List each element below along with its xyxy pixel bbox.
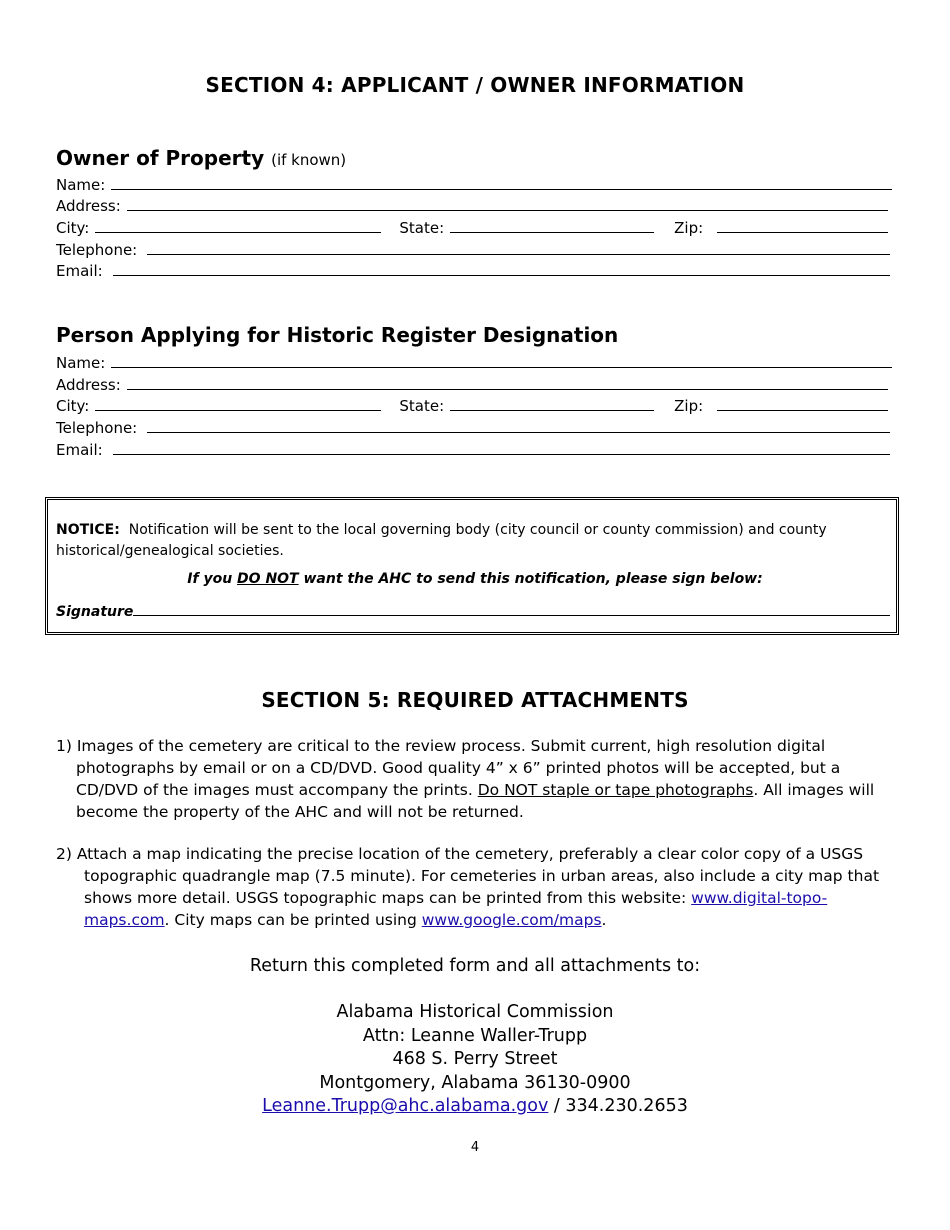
signature-label: Signature bbox=[56, 604, 134, 620]
applicant-address-row bbox=[56, 372, 888, 394]
optout-post: want the AHC to send this notification, please sign below: bbox=[298, 571, 763, 587]
owner-zip-field[interactable] bbox=[717, 232, 888, 233]
owner-address-row bbox=[56, 193, 888, 215]
notice-body: Notification will be sent to the local governing body (city council or county commission) and county historical/genealogical societies. bbox=[56, 522, 827, 559]
applicant-city-field[interactable] bbox=[95, 410, 381, 411]
applicant-email-label: Email: bbox=[56, 441, 103, 459]
owner-state-field[interactable] bbox=[450, 232, 654, 233]
owner-email-field[interactable] bbox=[113, 275, 890, 276]
return-attn: Attn: Leanne Waller-Trupp bbox=[362, 1025, 588, 1046]
owner-state-label: State: bbox=[399, 219, 445, 237]
owner-email-row bbox=[56, 258, 890, 280]
applicant-city-label: City: bbox=[56, 397, 90, 415]
owner-city-label: City: bbox=[56, 219, 90, 237]
applicant-telephone-label: Telephone: bbox=[56, 419, 138, 437]
contact-email-link[interactable]: Leanne.Trupp@ahc.alabama.gov bbox=[262, 1096, 549, 1116]
optout-do-not: DO NOT bbox=[237, 571, 299, 587]
owner-name-row bbox=[56, 172, 892, 194]
optout-pre: If you bbox=[187, 571, 238, 587]
optout-instruction bbox=[0, 571, 950, 587]
item1-underlined: Do NOT staple or tape photographs bbox=[477, 781, 754, 799]
attachment-item-1 bbox=[56, 735, 886, 823]
item1-text-b: . All images will become the property of the AHC and will not be returned. bbox=[76, 781, 875, 821]
applicant-state-label: State: bbox=[399, 397, 445, 415]
owner-telephone-field[interactable] bbox=[147, 254, 890, 255]
applicant-telephone-row bbox=[56, 415, 890, 437]
owner-telephone-row bbox=[56, 237, 890, 259]
contact-phone: / 334.230.2653 bbox=[548, 1096, 688, 1116]
owner-address-label: Address: bbox=[56, 197, 121, 215]
owner-email-label: Email: bbox=[56, 262, 103, 280]
attachment-item-2 bbox=[56, 843, 896, 931]
return-org: Alabama Historical Commission bbox=[336, 1002, 614, 1022]
owner-heading-note: (if known) bbox=[271, 151, 347, 169]
owner-city-field[interactable] bbox=[95, 232, 381, 233]
signature-field[interactable] bbox=[133, 615, 890, 616]
applicant-email-row bbox=[56, 437, 890, 459]
applicant-address-label: Address: bbox=[56, 376, 121, 394]
applicant-name-row bbox=[56, 350, 892, 372]
page-number: 4 bbox=[470, 1140, 480, 1155]
return-contact bbox=[0, 1095, 950, 1119]
applicant-telephone-field[interactable] bbox=[147, 432, 890, 433]
item1-text-a: 1) Images of the cemetery are critical to the review process. Submit current, high resolution digital photographs by email or on a CD/DVD. Good quality 4” x 6” printed photos will be accepted, but a CD/DVD of the images must accompany the prints. bbox=[56, 737, 841, 799]
applicant-zip-label: Zip: bbox=[674, 397, 704, 415]
section-5-title: SECTION 5: REQUIRED ATTACHMENTS bbox=[261, 688, 689, 712]
item2-text-c: . bbox=[601, 911, 607, 929]
section-4-title: SECTION 4: APPLICANT / OWNER INFORMATION bbox=[205, 73, 745, 97]
applicant-zip-field[interactable] bbox=[717, 410, 888, 411]
owner-zip-label: Zip: bbox=[674, 219, 704, 237]
applicant-heading: Person Applying for Historic Register Designation bbox=[56, 323, 619, 347]
item2-text-a: 2) Attach a map indicating the precise location of the cemetery, preferably a clear color copy of a USGS topographic quadrangle map (7.5 minute). For cemeteries in urban areas, also include a city map that shows more detail. USGS topographic maps can be printed from this website: bbox=[56, 845, 880, 907]
return-citystate: Montgomery, Alabama 36130-0900 bbox=[319, 1072, 631, 1093]
digital-topo-maps-link[interactable]: www.digital-topo-maps.com bbox=[84, 889, 828, 929]
owner-name-label: Name: bbox=[56, 176, 106, 194]
return-address bbox=[0, 1001, 950, 1119]
owner-city-row bbox=[56, 215, 888, 237]
return-intro: Return this completed form and all attachments to: bbox=[249, 956, 701, 976]
notice-label: NOTICE: bbox=[56, 522, 120, 538]
owner-address-field[interactable] bbox=[127, 210, 888, 211]
owner-telephone-label: Telephone: bbox=[56, 241, 138, 259]
applicant-name-label: Name: bbox=[56, 354, 106, 372]
owner-heading bbox=[56, 146, 346, 170]
google-maps-link[interactable]: www.google.com/maps bbox=[421, 911, 602, 929]
owner-heading-text: Owner of Property bbox=[56, 146, 265, 170]
item2-text-b: . City maps can be printed using bbox=[164, 911, 422, 929]
applicant-state-field[interactable] bbox=[450, 410, 654, 411]
signature-row bbox=[56, 598, 890, 620]
return-street: 468 S. Perry Street bbox=[392, 1049, 558, 1069]
applicant-city-row bbox=[56, 393, 888, 415]
applicant-name-field[interactable] bbox=[111, 367, 892, 368]
applicant-address-field[interactable] bbox=[127, 389, 888, 390]
notice-text bbox=[56, 520, 886, 562]
owner-name-field[interactable] bbox=[111, 189, 892, 190]
applicant-email-field[interactable] bbox=[113, 454, 890, 455]
